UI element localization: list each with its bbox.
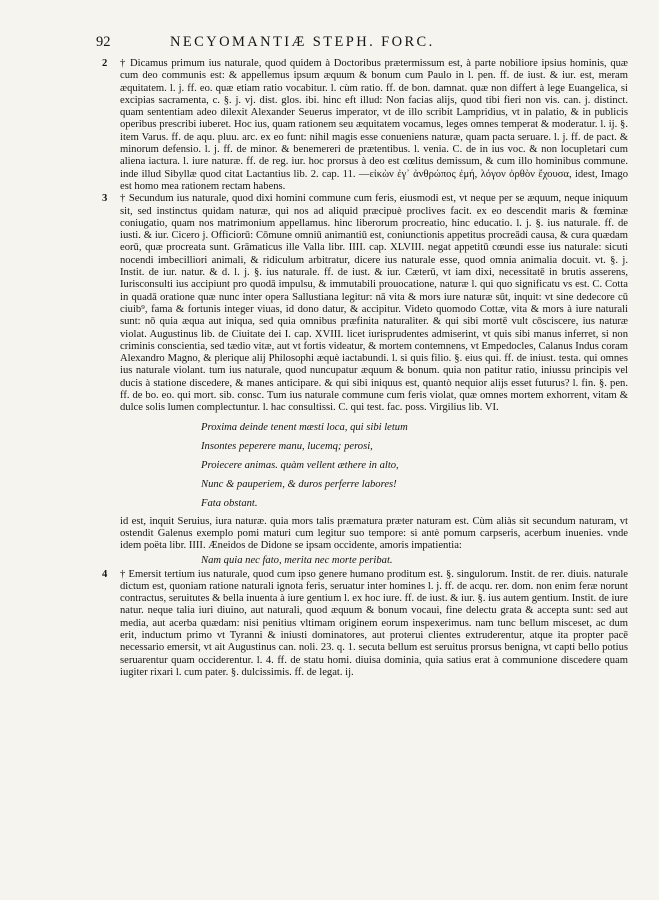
paragraph-marker-2: 2: [102, 58, 108, 69]
verse-line: Proiecere animas. quàm vellent æthere in alto,: [201, 459, 399, 471]
verse-line: Proxima deinde tenent mæsti loca, qui sibi letum: [201, 421, 408, 433]
paragraph-2: [102, 58, 628, 193]
paragraph-text-4: † Emersit tertium ius naturale, quod cum ipso genere humano proditum est. §. singulorum. Instit. de rer. diuis. naturale dictum est, quoniam ratione naturali ignota feris, seruatur inter homines l. j. ff. de acqu. rer. dom. non enim feræ norunt contractus, seruitutes & bella inuenta à iure gentium l. ex hoc iure. ff. de iust. & iur. §. ius autem gentium. Instit. de iure natur. neque talia iuri diuino, aut naturali, quod æquum & bonum vocaui, fine delectu grata & accepta sunt: sed aut media, aut acerba quædam: nisi penitius vltimam originem eorum inspexerimus. nam tunc bellum misceset, ac dum erit, inductum primo vt Tyranni & iniusti dominatores, aut proterui clientes extruderentur, atque ita propter pacē necessario emersit, vt ait Augustinus can. noli. 23. q. 1. secuta bellum est seruitus prorsus benigna, vt capti bello potius seruarentur quam occiderentur. l. 4. ff. de statu homi. diuisa dominia, quia satius erat à communione discedere quam iugiter rixari l. cum pater. §. dulcissimis. ff. de legat. ij.: [120, 568, 628, 678]
after-verse-text: id est, inquit Seruius, iura naturæ. quia mors talis præmatura præter naturam est. Cùm aliàs sit secundum naturam, vt ostendit Galenus exemplo pomi maturi cum legitur suo tempore: si antè pomum carpseris, acerbum inuenies. vnde idem poëta libr. IIII. Æneidos de Didone se ipsam occidente, amoris impatientia:: [120, 515, 628, 552]
paragraph-text-2: † Dicamus primum ius naturale, quod quidem à Doctoribus prætermissum est, à parte nobiliore ipsius hominis, quæ cum deo communis est: & appellemus ipsum æquum & bonum cum Paulo in l. pen. ff. de iust. & iur. est, meram æquitatem. l. j. ff. eo. quæ etiam ratio vocabitur. l. cùm ratio. ff. de bon. damnat. quæ non differt à lege Euangelica, si excipias sacramenta, c. §. j. vj. dist. glos. ibi. hinc eft illud: Non facias alijs, quod tibi fieri non vis. can. j. distinct. quam sententiam adeo dilexit Alexander Seuerus imperator, vt de illo scribit Lampridius, vt in palatio, & in publicis operibus prescribi iuberet. Hoc ius, quam rationem seu æquitatem vocamus, leges omnes temperat & moderatur. l. ij. §. item Varus. ff. de aqu. pluu. arc. ex eo funt: nihil magis esse conueniens naturæ, quam pacta seruare. l. j. ff. de pact. & minorum defensio. l. j. ff. de minor. & benemereri de prætentibus. l. venia. C. de in ius voc. & non locupletari cum aliena iactura. l. iure naturæ. ff. de reg. iur. hoc prorsus à deo est cœlitus demissum, & cum illo hominibus commune. inde illud Sibyllæ quod citat Lactantius lib. 2. cap. 11. —εἰκὼν ἐγ᾽ ἀνθρώπος ἐμή, λόγον ὀρθὸν ἔχουσα, idest, Imago est homo mea rationem rectam habens.: [120, 58, 628, 192]
paragraph-4: [102, 568, 628, 680]
paragraph-marker-3: 3: [102, 193, 108, 205]
running-title: NECYOMANTIÆ STEPH. FORC.: [170, 34, 435, 50]
dido-quote: Nam quia nec fato, merita nec morte peribat.: [201, 554, 393, 566]
paragraph-text-3: † Secundum ius naturale, quod dixi homini commune cum feris, eiusmodi est, vt neque per se æquum, neque iniquum sit, sed instinctus quidam naturæ, qui nos ad aliquid præcipuè proclives facit. ex eo descendit maris & fœminæ coniugatio, quam nos matrimonium appellamus. hinc liberorum procreatio, hinc educatio. l. j. §. ius naturale. ff. de iusti. & iur. Cicero j. Officiorū: Cōmune omniū animantiū est, coniunctionis appetitus procreādi causa, & cura quædam eorū, quæ procreata sunt. Grāmaticus ille Valla libr. IIII. cap. XLVIII. negat appetitū cœundi esse ius naturale: sicuti nocendi imbecilliori animali, & ridiculum arbitratur, dicere ius naturale esse, quod omnia animalia docuit. vt. §. j. Instit. de iur. natur. & d. l. j. §. ius naturale. ff. de iust. & iur. Cæterū, vt iam dixi, necessitatē in brutis asserens, Iurisconsulti ius accipiunt pro quodā impulsu, & immutabili prouocatione, naturæ l. qui quo significatu vs est. C. Cotta in quadā oratione quæ nunc inter opera Sallustiana legitur: nā vita & mors iure naturæ sūt, inquit: vt sine dedecore cū ciuib⁹, fama & fortunis integer viuas, id dono datur, & accipitur. Videto quomodo Cottæ, vita & mors à iure naturali sunt: nō quia æqua aut iniqua, sed quia omnibus præfinita naturaliter. & qui sibi mortē vult cōsciscere, ius naturæ violat. Augustinus lib. de Ciuitate dei I. cap. XVIII. licet iurisprudentes admiserint, vt quis sibi manus inferret, si non criminis conscientia, sed tædio vitæ, aut vt fortis videatur, & mortem contemnens, vt Empedocles, Calanus Indus coram Alexandro Magno, & plerique alij Philosophi æquè iactabundi. l. si quis filio. §. eius qui. ff. de iniust. testa. qui omnes ius naturale violant. tum ius naturale, quod nuncupatur æquum & bonum. quia non patitur ratio, iniussu principis vel ducis à statione discedere, & manes anticipare. & qui sibi iniquus est, quantò nequior alijs esset futurus? l. fin. §. pen. ff. de bo. eo. qui mort. sib. consc. Tum ius naturale commune cum feris violat, quæ omnes mortem exhorrent, vitam & dulce solis lumen complectuntur. l. hac consultissi. C. qui test. fac. poss. Virgilius lib. VI.: [120, 193, 628, 414]
verse-line: Fata obstant.: [201, 497, 258, 509]
page-number: 92: [96, 34, 111, 50]
paragraph-marker-4: 4: [102, 568, 108, 580]
main-text-column: [102, 58, 628, 679]
virgil-verse-block: [201, 418, 628, 513]
verse-line: Insontes peperere manu, lucemq; perosi,: [201, 440, 373, 452]
verse-line: Nunc & pauperiem, & duros perferre labores!: [201, 478, 397, 490]
paragraph-3: [102, 193, 628, 414]
